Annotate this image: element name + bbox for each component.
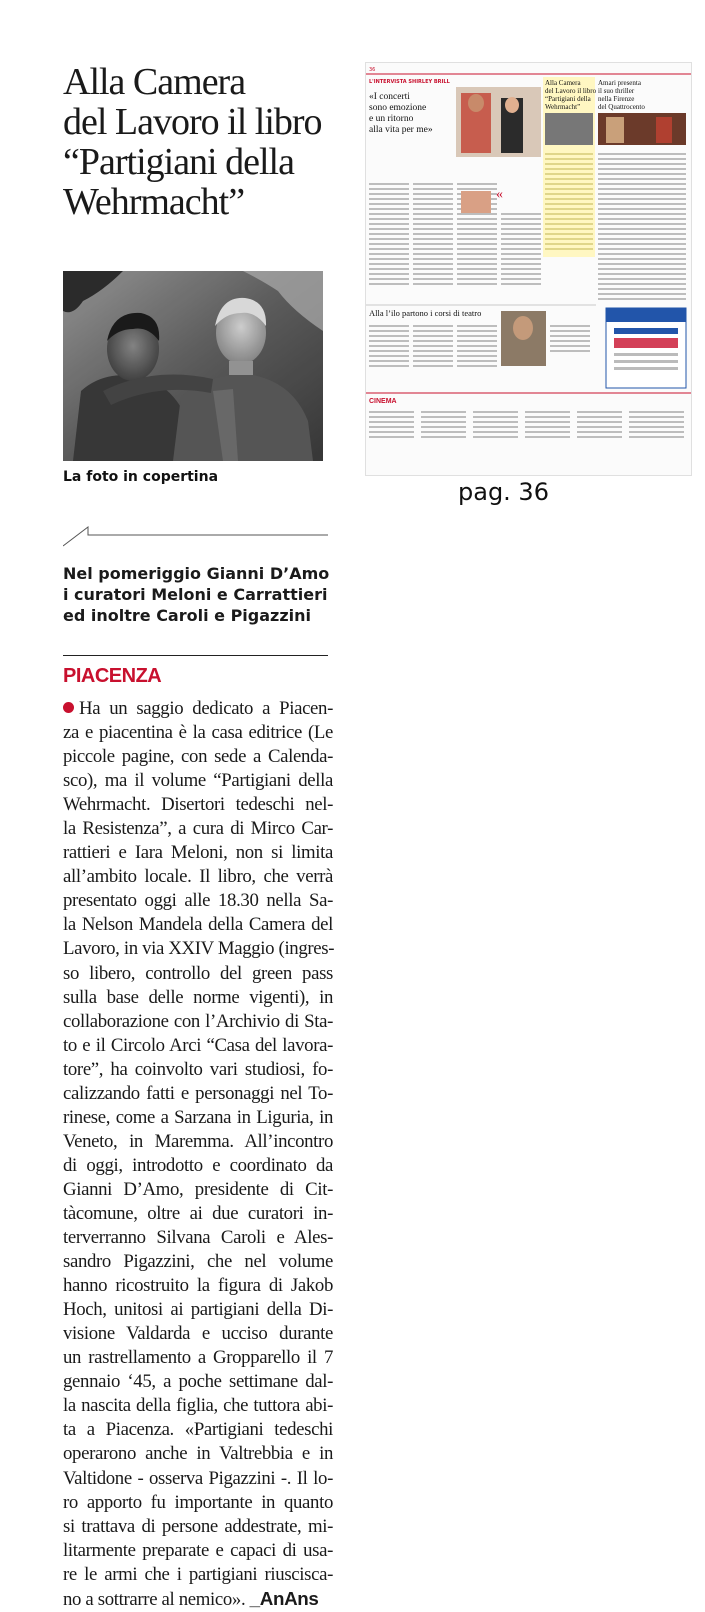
svg-text:nella Firenze: nella Firenze (598, 95, 635, 103)
svg-text:alla vita per me»: alla vita per me» (369, 125, 433, 135)
body-line (63, 817, 333, 841)
body-line-text: Ha un saggio dedicato a Piacen- (79, 698, 333, 719)
svg-text:e un ritorno: e un ritorno (369, 114, 414, 124)
body-line (63, 1491, 333, 1515)
body-line-text: visione Valdarda e ucciso durante (63, 1323, 333, 1345)
body-line (63, 1058, 333, 1082)
body-line (63, 769, 333, 793)
body-line (63, 841, 333, 865)
body-line (63, 1082, 333, 1106)
headline-line: “Partigiani della (63, 141, 294, 183)
body-line-text: terverranno Silvana Caroli e Ales- (63, 1227, 333, 1249)
article-subhead (63, 563, 338, 626)
body-line-text: la Nelson Mandela della Camera del (63, 914, 333, 936)
body-line-text: Hoch, unitosi ai partigiani della Di- (63, 1299, 333, 1321)
body-line (63, 1418, 333, 1442)
body-line-text: tore”, ha coinvolto vari studiosi, fo- (63, 1058, 333, 1080)
body-line-text: rinese, come a Sarzana in Liguria, in (63, 1106, 333, 1128)
body-line (63, 697, 333, 721)
body-line-text: Gianni D’Amo, presidente di Cit- (63, 1178, 333, 1200)
body-line (63, 1515, 333, 1539)
svg-text:«I concerti: «I concerti (369, 92, 410, 102)
body-line (63, 1442, 333, 1466)
body-line-text: si trattava di persone addestrate, mi- (63, 1515, 333, 1537)
body-line (63, 865, 333, 889)
body-line (63, 1539, 333, 1563)
subhead-line: Nel pomeriggio Gianni D’Amo (63, 564, 330, 583)
body-line (63, 1587, 333, 1612)
headline-line: Wehrmacht” (63, 181, 245, 223)
body-line-text: operarono anche in Valtrebbia e in (63, 1443, 333, 1465)
body-line (63, 1178, 333, 1202)
thumb-second-headline: Alla l’ilo partono i corsi di teatro (369, 308, 482, 318)
body-line-text: sulla base delle norme vigenti), in (63, 986, 333, 1008)
dateline-city: PIACENZA (63, 665, 162, 687)
subhead-line: i curatori Meloni e Carrattieri (63, 585, 328, 604)
body-line-text: Wehrmacht. Disertori tedeschi nel- (63, 794, 333, 816)
article-body (63, 697, 333, 1612)
body-line-text: piccole pagine, con sede a Calenda- (63, 746, 333, 768)
author-signature: _AnAns (249, 1587, 319, 1609)
body-line (63, 1346, 333, 1370)
body-line-text: la nascita della figlia, che tuttora abi- (63, 1395, 333, 1417)
body-line-text: di oggi, introdotto e coordinato da (63, 1154, 333, 1176)
thumb-page-number: 36 (369, 67, 376, 73)
body-line (63, 962, 333, 986)
body-line-text: Veneto, in Maremma. All’incontro (63, 1130, 333, 1152)
body-line-text: la Resistenza”, a cura di Mirco Car- (63, 818, 333, 840)
thumb-interview-label: L'INTERVISTA SHIRLEY BRILL (369, 79, 450, 85)
body-line-text: Lavoro, in via XXIV Maggio (ingres- (63, 938, 335, 960)
svg-text:«: « (496, 187, 503, 202)
body-line (63, 1106, 333, 1130)
body-line-text: sandro Pigazzini, che nel volume (63, 1251, 333, 1273)
body-line-text: gennaio ‘45, a poche settimane dal- (63, 1371, 333, 1393)
body-line (63, 793, 333, 817)
rule-divider (63, 655, 328, 656)
body-line (63, 1034, 333, 1058)
body-line (63, 1298, 333, 1322)
body-line-text: all’ambito locale. Il libro, che verrà (63, 866, 333, 888)
body-line-text: re le armi che i partigiani riuscisca- (63, 1563, 333, 1585)
body-line (63, 745, 333, 769)
article-headline (63, 62, 338, 222)
section-divider (63, 525, 328, 547)
svg-text:Wehrmacht”: Wehrmacht” (545, 103, 581, 111)
body-line-text: ro apporto fu importante in quanto (63, 1491, 333, 1513)
body-line-text: hanno ricostruito la figura di Jakob (63, 1275, 333, 1297)
body-line-text: to e il Circolo Arci “Casa del lavora- (63, 1034, 333, 1056)
body-line (63, 1226, 333, 1250)
body-line-text: sco), ma il volume “Partigiani della (63, 770, 333, 792)
body-line-text: ta a Piacenza. «Partigiani tedeschi (63, 1419, 333, 1441)
svg-text:del Quattrocento: del Quattrocento (598, 103, 645, 111)
svg-text:Amari presenta: Amari presenta (598, 79, 641, 87)
page-reference[interactable]: pag. 36 (458, 478, 549, 506)
body-line (63, 913, 333, 937)
body-line (63, 1202, 333, 1226)
svg-text:il suo thriller: il suo thriller (598, 87, 635, 95)
body-line (63, 1563, 333, 1587)
body-line-text: litarmente preparate e capaci di usa- (63, 1539, 333, 1561)
body-line (63, 1010, 333, 1034)
svg-text:del Lavoro il libro: del Lavoro il libro (545, 87, 597, 95)
thumb-section-label: CINEMA (369, 398, 397, 405)
body-line-text: un rastrellamento a Gropparello il 7 (63, 1347, 333, 1369)
body-line (63, 1130, 333, 1154)
svg-text:“Partigiani della: “Partigiani della (545, 95, 591, 103)
body-line-text: collaborazione con l’Archivio di Sta- (63, 1010, 333, 1032)
body-line-text: no a sottrarre al nemico». (63, 1588, 246, 1610)
body-line-text: Valtidone - osserva Pigazzini -. Il lo- (63, 1467, 333, 1489)
body-line (63, 1250, 333, 1274)
newspaper-page-preview (366, 63, 691, 475)
body-line (63, 1154, 333, 1178)
headline-line: del Lavoro il libro (63, 101, 322, 143)
photo-caption: La foto in copertina (63, 469, 219, 485)
bullet-icon (63, 702, 74, 713)
body-line (63, 986, 333, 1010)
body-line-text: so libero, controllo del green pass (63, 962, 333, 984)
body-line (63, 721, 333, 745)
body-line-text: za e piacentina è la casa editrice (Le (63, 722, 333, 744)
body-line-text: presentato oggi alle 18.30 nella Sa- (63, 890, 333, 912)
body-line (63, 937, 333, 961)
body-line-text: calizzando fatti e personaggi nel To- (63, 1082, 333, 1104)
page-thumbnail[interactable] (365, 62, 692, 476)
body-line-text: tàcomune, oltre ai due curatori in- (63, 1202, 333, 1224)
body-line (63, 1394, 333, 1418)
svg-text:sono emozione: sono emozione (369, 103, 427, 113)
headline-line: Alla Camera (63, 61, 246, 103)
body-line (63, 1274, 333, 1298)
soldiers-photo (63, 271, 323, 461)
article-photo (63, 271, 323, 461)
body-line (63, 1322, 333, 1346)
subhead-line: ed inoltre Caroli e Pigazzini (63, 606, 312, 625)
body-line (63, 1467, 333, 1491)
body-line-text: rattieri e Iara Meloni, non si limita (63, 842, 333, 864)
body-line (63, 1370, 333, 1394)
svg-text:Alla Camera: Alla Camera (545, 79, 581, 87)
body-line (63, 889, 333, 913)
